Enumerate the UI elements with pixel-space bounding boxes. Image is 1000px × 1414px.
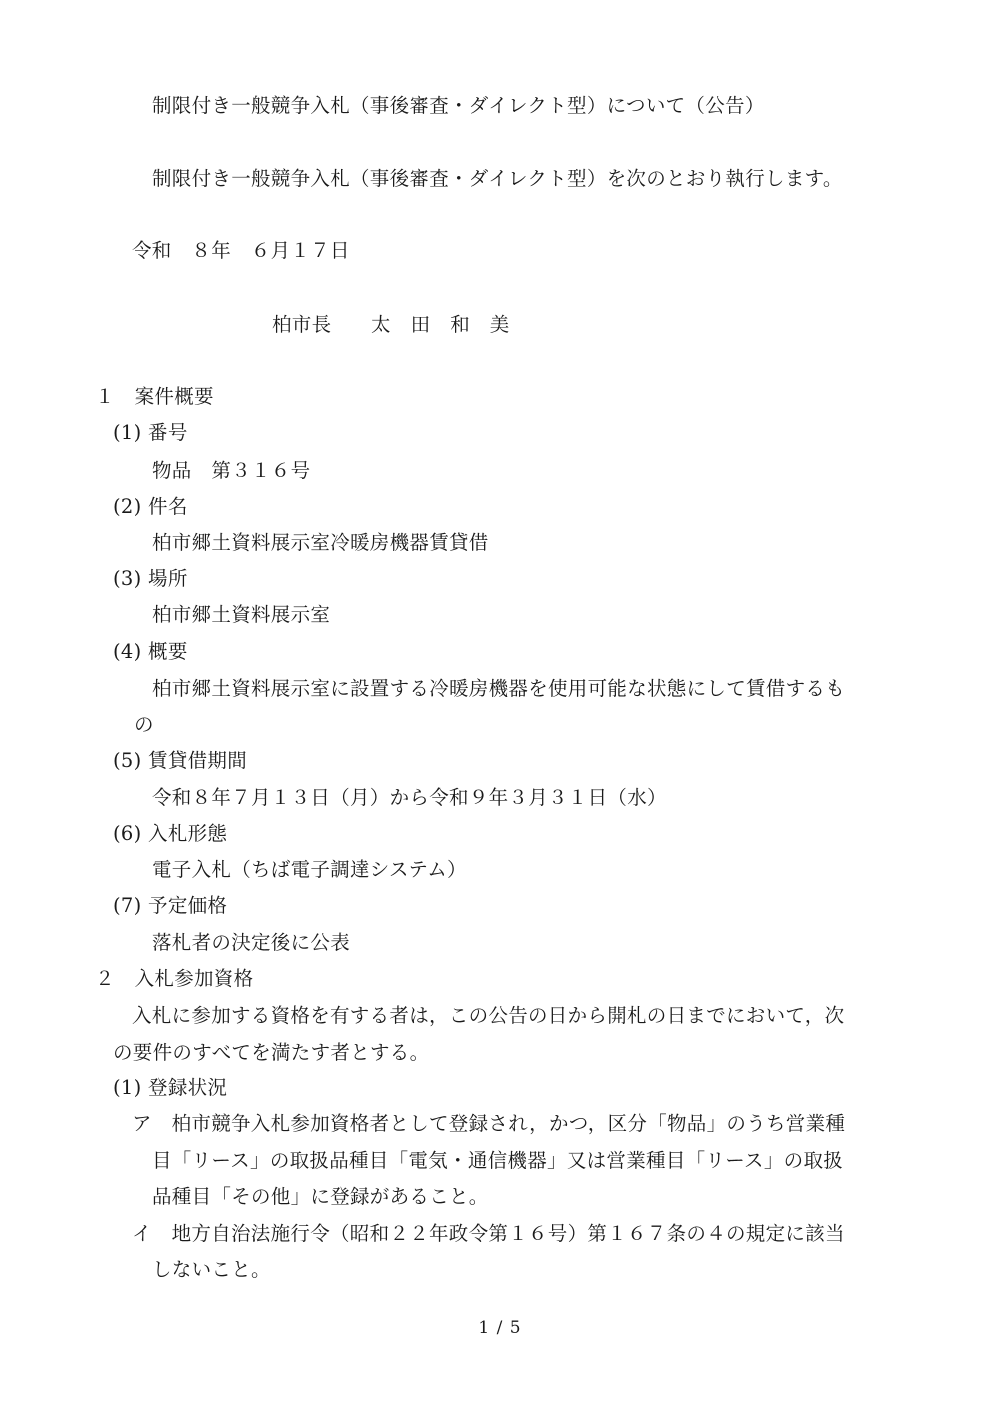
item-i-line-1: イ 地方自治法施行令（昭和２２年政令第１６号）第１６７条の４の規定に該当 [132, 1222, 845, 1245]
section-2-heading: ２ 入札参加資格 [95, 967, 254, 990]
item-5-value: 令和８年７月１３日（月）から令和９年３月３１日（水） [152, 786, 667, 809]
item-4-value-line-2: の [134, 713, 154, 736]
item-a-line-2: 目「リース」の取扱品種目「電気・通信機器」又は営業種目「リース」の取扱 [152, 1149, 844, 1172]
item-6-label: (6) 入札形態 [113, 822, 228, 845]
notice-date: 令和 ８年 ６月１７日 [132, 239, 350, 262]
item-4-value-line-1: 柏市郷土資料展示室に設置する冷暖房機器を使用可能な状態にして賃借するも [152, 677, 846, 700]
item-a-line-3: 品種目「その他」に登録があること。 [152, 1185, 489, 1208]
item-4-label: (4) 概要 [113, 640, 188, 663]
item-1-label: (1) 番号 [113, 421, 188, 444]
intro-text: 制限付き一般競争入札（事後審査・ダイレクト型）を次のとおり執行します。 [152, 167, 843, 190]
section-2-intro-line-1: 入札に参加する資格を有する者は，この公告の日から開札の日までにおいて，次 [132, 1004, 845, 1027]
item-3-label: (3) 場所 [113, 567, 188, 590]
document-title: 制限付き一般競争入札（事後審査・ダイレクト型）について（公告） [152, 94, 765, 117]
item-7-label: (7) 予定価格 [113, 894, 228, 917]
item-2-value: 柏市郷土資料展示室冷暖房機器賃貸借 [152, 531, 489, 554]
item-2-label: (2) 件名 [113, 495, 188, 518]
page-number: 1 / 5 [478, 1318, 522, 1338]
issuer-name: 柏市長 太 田 和 美 [272, 313, 510, 336]
item-i-line-2: しないこと。 [152, 1258, 271, 1281]
section-1-heading: １ 案件概要 [95, 385, 214, 408]
item-a-line-1: ア 柏市競争入札参加資格者として登録され，かつ，区分「物品」のうち営業種 [132, 1112, 846, 1135]
item-3-value: 柏市郷土資料展示室 [152, 603, 331, 626]
item-5-label: (5) 賃貸借期間 [113, 749, 248, 772]
sub-1-label: (1) 登録状況 [113, 1076, 228, 1099]
item-1-value: 物品 第３１６号 [152, 459, 311, 482]
item-6-value: 電子入札（ちば電子調達システム） [152, 858, 467, 881]
section-2-intro-line-2: の要件のすべてを満たす者とする。 [113, 1041, 430, 1064]
item-7-value: 落札者の決定後に公表 [152, 931, 351, 954]
